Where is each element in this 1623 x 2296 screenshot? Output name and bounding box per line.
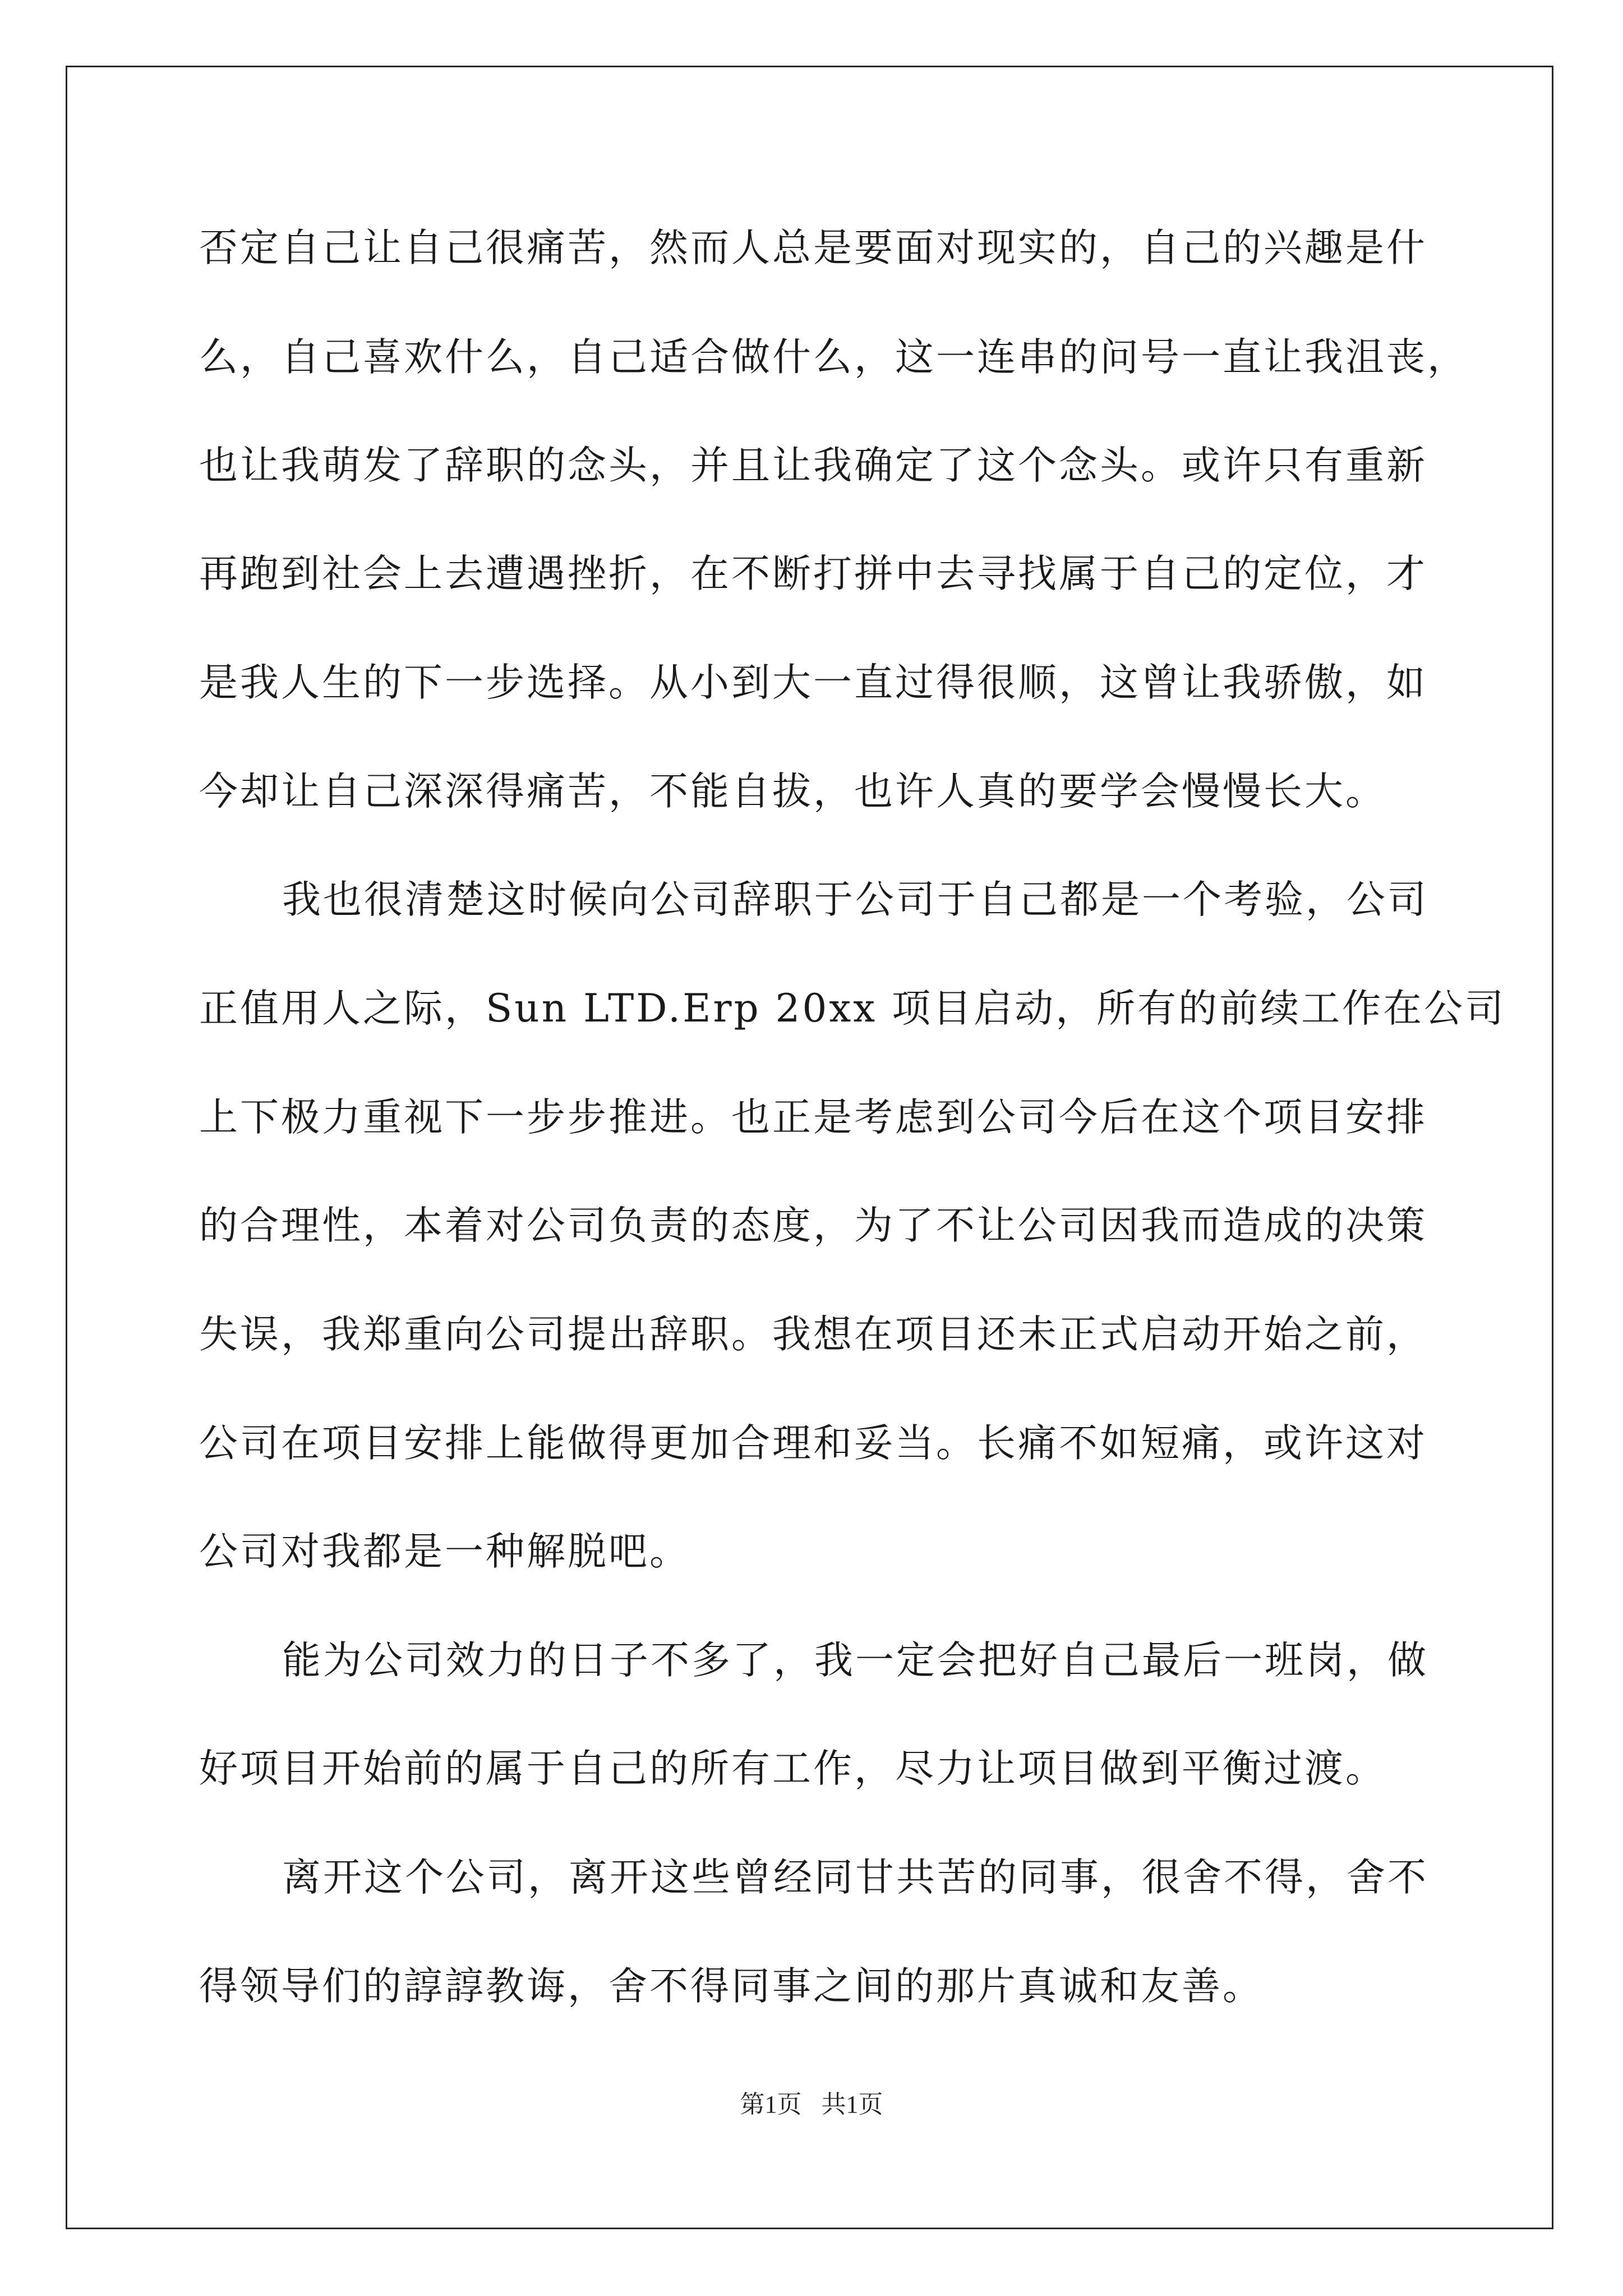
text-line: 今却让自己深深得痛苦，不能自拔，也许人真的要学会慢慢长大。 (199, 769, 1386, 814)
text-line: 的合理性，本着对公司负责的态度，为了不让公司因我而造成的决策 (199, 1203, 1427, 1248)
text-line: 得领导们的諄諄教诲，舍不得同事之间的那片真诚和友善。 (199, 1964, 1264, 2009)
text-line: 我也很清楚这时候向公司辞职于公司于自己都是一个考验，公司 (282, 877, 1428, 922)
text-line: 能为公司效力的日子不多了，我一定会把好自己最后一班岗，做 (282, 1638, 1428, 1683)
text-line: 公司在项目安排上能做得更加合理和妥当。长痛不如短痛，或许这对 (199, 1421, 1427, 1466)
text-line: 么，自己喜欢什么，自己适合做什么，这一连串的问号一直让我沮丧， (199, 335, 1468, 380)
text-line: 失误，我郑重向公司提出辞职。我想在项目还未正式启动开始之前， (199, 1312, 1427, 1357)
page-total: 共1页 (821, 2091, 883, 2118)
text-line: 再跑到社会上去遭遇挫折，在不断打拼中去寻找属于自己的定位，才 (199, 551, 1427, 596)
text-line: 离开这个公司，离开这些曾经同甘共苦的同事，很舍不得，舍不 (282, 1855, 1428, 1900)
text-line: 否定自己让自己很痛苦，然而人总是要面对现实的，自己的兴趣是什 (199, 226, 1427, 270)
text-line: 正值用人之际，Sun LTD.Erp 20xx 项目启动，所有的前续工作在公司 (199, 986, 1506, 1031)
page-border (66, 66, 1553, 2229)
page-number: 第1页 (740, 2091, 802, 2118)
text-line: 是我人生的下一步选择。从小到大一直过得很顺，这曾让我骄傲，如 (199, 660, 1427, 705)
text-line: 上下极力重视下一步步推进。也正是考虑到公司今后在这个项目安排 (199, 1095, 1427, 1140)
text-line: 也让我萌发了辞职的念头，并且让我确定了这个念头。或许只有重新 (199, 443, 1427, 488)
page-footer (0, 2084, 1623, 2120)
text-line: 好项目开始前的属于自己的所有工作，尽力让项目做到平衡过渡。 (199, 1746, 1386, 1791)
text-line: 公司对我都是一种解脱吧。 (199, 1529, 690, 1574)
